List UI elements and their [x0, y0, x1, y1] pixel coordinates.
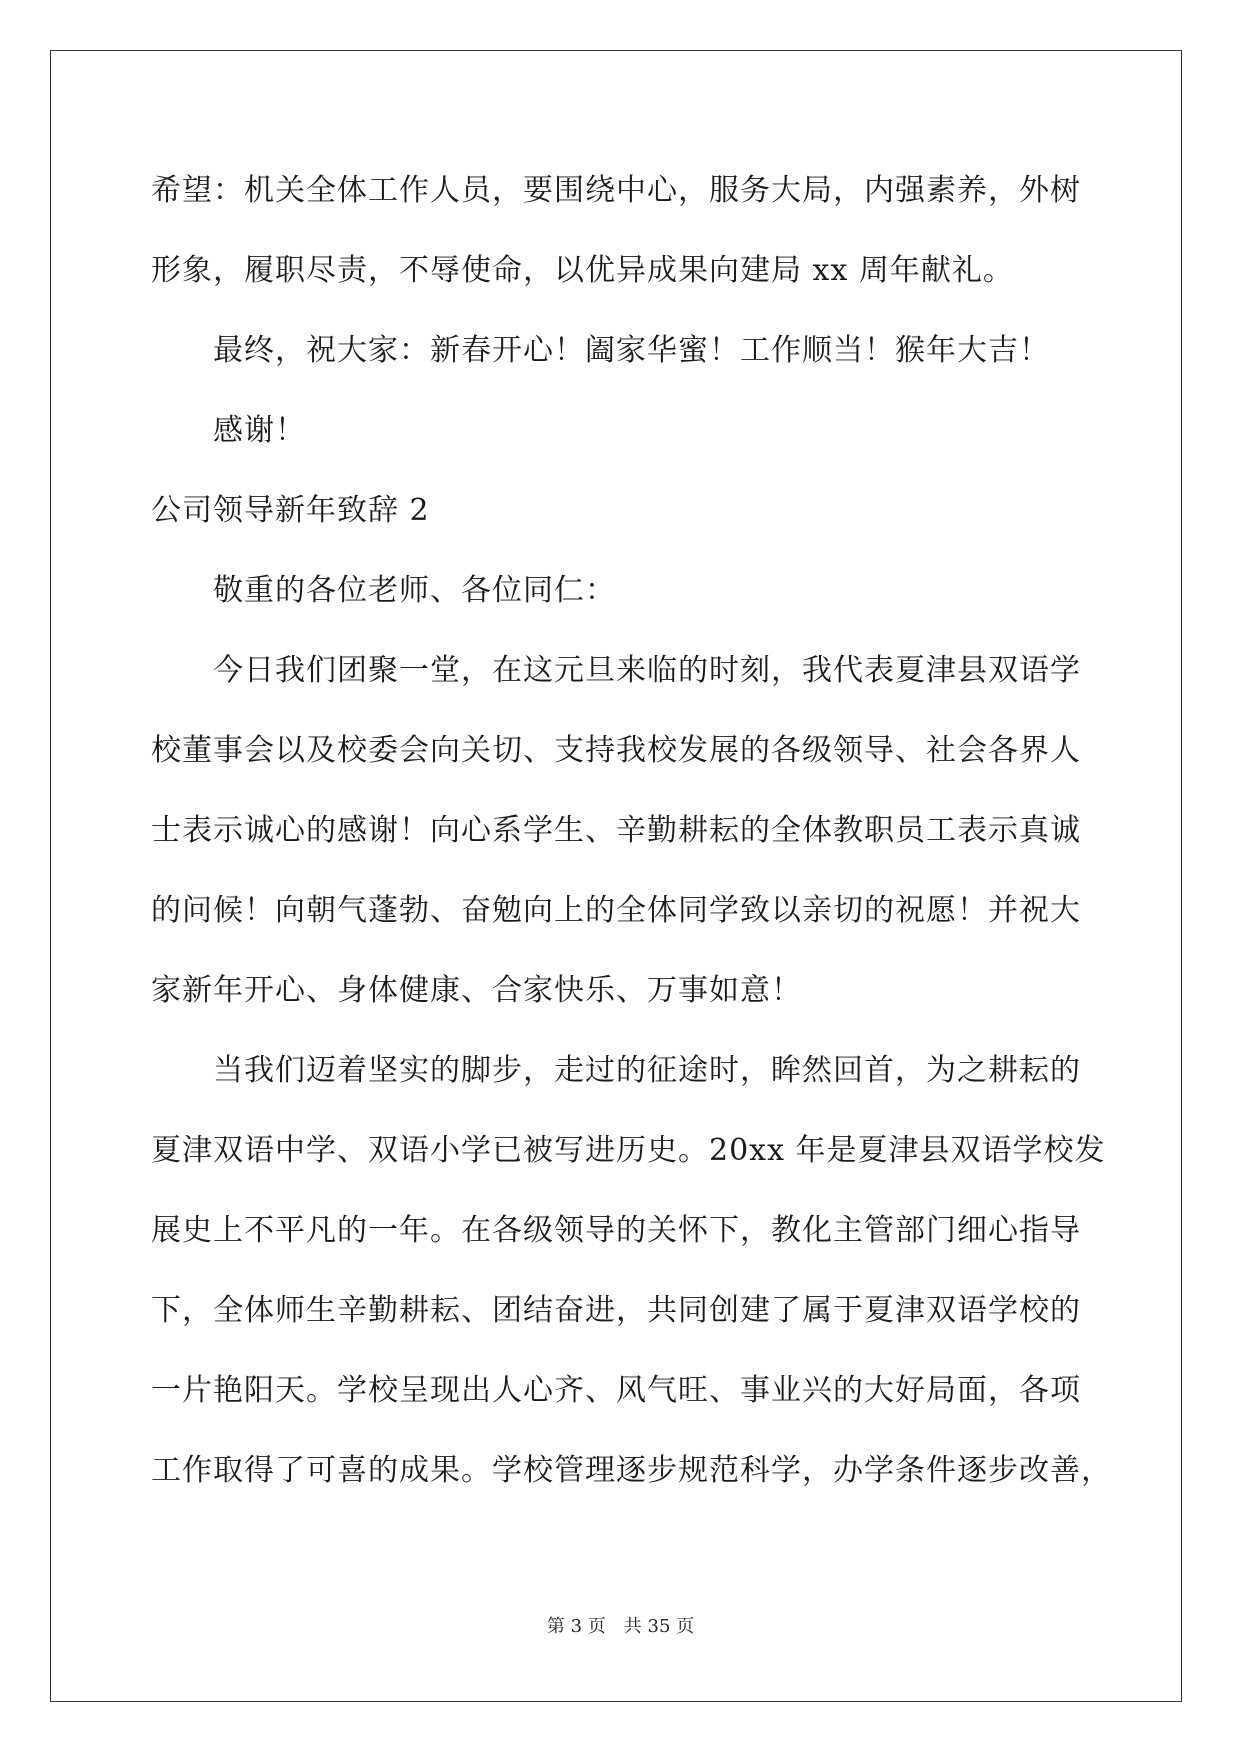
text-line: 最终，祝大家：新春开心！阖家华蜜！工作顺当！猴年大吉！ — [213, 333, 1050, 368]
page-footer — [0, 1612, 1241, 1638]
text-line: 校董事会以及校委会向关切、支持我校发展的各级领导、社会各界人 — [151, 733, 1081, 768]
text-line: 今日我们团聚一堂，在这元旦来临的时刻，我代表夏津县双语学 — [213, 653, 1081, 688]
text-line: 感谢！ — [213, 413, 306, 448]
text-line: 展史上不平凡的一年。在各级领导的关怀下，教化主管部门细心指导 — [151, 1213, 1081, 1248]
text-line: 公司领导新年致辞 2 — [151, 493, 430, 528]
text-line: 的问候！向朝气蓬勃、奋勉向上的全体同学致以亲切的祝愿！并祝大 — [151, 893, 1081, 928]
text-line: 希望：机关全体工作人员，要围绕中心，服务大局，内强素养，外树 — [151, 173, 1081, 208]
text-line: 士表示诚心的感谢！向心系学生、辛勤耕耘的全体教职员工表示真诚 — [151, 813, 1081, 848]
text-line: 工作取得了可喜的成果。学校管理逐步规范科学，办学条件逐步改善， — [151, 1453, 1112, 1488]
text-line: 形象，履职尽责，不辱使命，以优异成果向建局 xx 周年献礼。 — [151, 253, 1014, 288]
text-line: 敬重的各位老师、各位同仁： — [213, 573, 616, 608]
text-line: 当我们迈着坚实的脚步，走过的征途时，眸然回首，为之耕耘的 — [213, 1053, 1081, 1088]
page-number: 第 3 页 — [546, 1616, 606, 1637]
document-body — [151, 165, 1112, 1525]
text-line: 夏津双语中学、双语小学已被写进历史。20xx 年是夏津县双语学校发 — [151, 1133, 1106, 1168]
text-line: 一片艳阳天。学校呈现出人心齐、风气旺、事业兴的大好局面，各项 — [151, 1373, 1081, 1408]
page-total: 共 35 页 — [623, 1616, 695, 1637]
text-line: 家新年开心、身体健康、合家快乐、万事如意！ — [151, 973, 802, 1008]
text-line: 下，全体师生辛勤耕耘、团结奋进，共同创建了属于夏津双语学校的 — [151, 1293, 1081, 1328]
